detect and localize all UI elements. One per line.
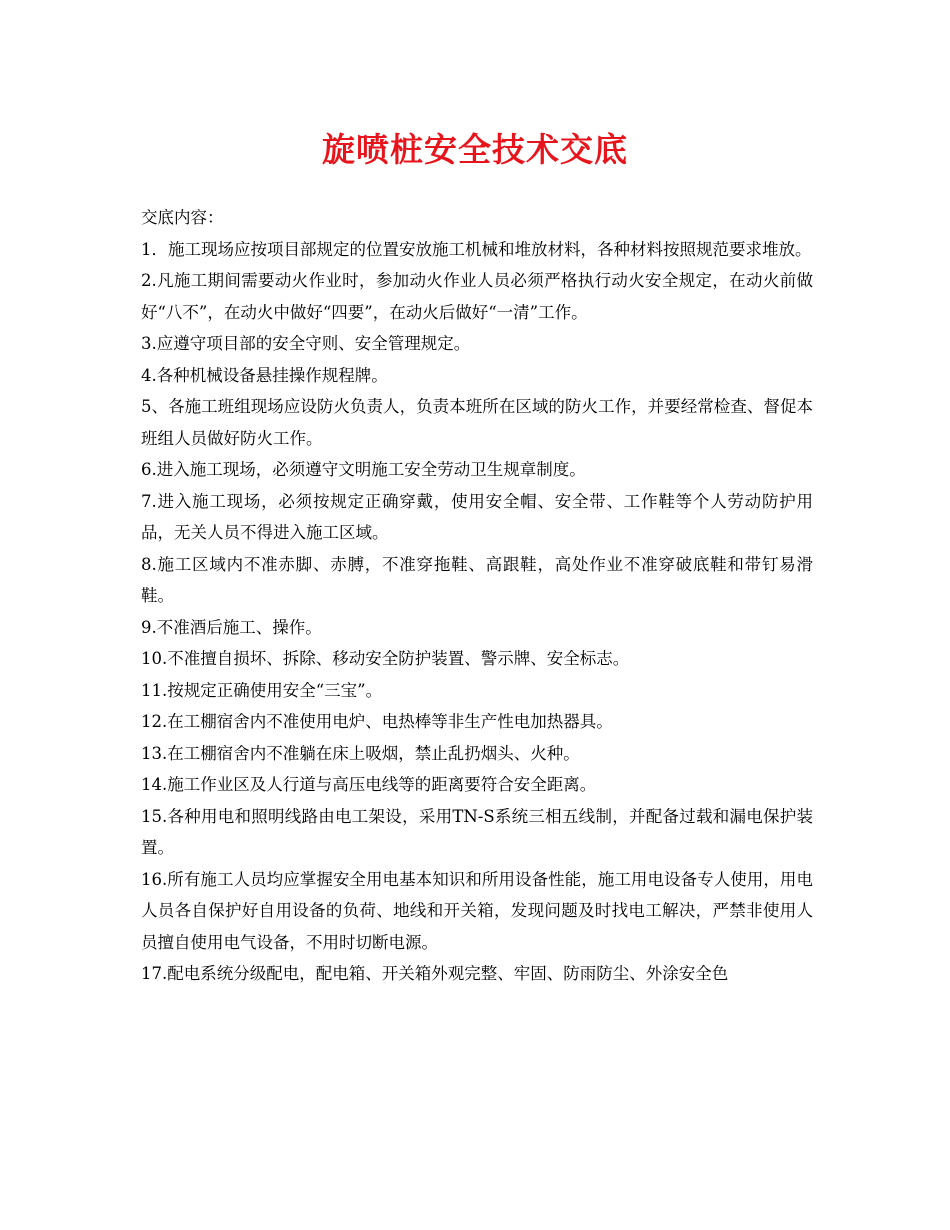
list-item-6: 6.进入施工现场，必须遵守文明施工安全劳动卫生规章制度。 [141, 460, 586, 479]
list-item-16: 16.所有施工人员均应掌握安全用电基本知识和所用设备性能，施工用电设备专人使用，用电人员各自保护好自用设备的负荷、地线和开关箱，发现问题及时找电工解决，严禁非使用人员擅自使用电气设备，不用时切断电源。 [141, 869, 813, 952]
document-body [141, 202, 813, 990]
list-item-7: 7.进入施工现场，必须按规定正确穿戴，使用安全帽、安全带、工作鞋等个人劳动防护用品，无关人员不得进入施工区域。 [141, 491, 813, 542]
list-item-13: 13.在工棚宿舍内不准躺在床上吸烟，禁止乱扔烟头、火种。 [141, 743, 580, 763]
list-item-2: 2.凡施工期间需要动火作业时，参加动火作业人员必须严格执行动火安全规定，在动火前做好“八不”，在动火中做好“四要”，在动火后做好“一清”工作。 [141, 271, 813, 322]
list-item-17: 17.配电系统分级配电，配电箱、开关箱外观完整、牢固、防雨防尘、外涂安全色 [141, 964, 729, 983]
list-item-15: 15.各种用电和照明线路由电工架设，采用TN-S系统三相五线制，并配备过载和漏电保护装置。 [141, 806, 813, 857]
intro-label: 交底内容： [141, 208, 224, 227]
list-item-3: 3.应遵守项目部的安全守则、安全管理规定。 [141, 334, 471, 353]
list-item-14: 14.施工作业区及人行道与高压电线等的距离要符合安全距离。 [141, 775, 597, 794]
list-item-11: 11.按规定正确使用安全“三宝”。 [141, 680, 383, 700]
list-item-4: 4.各种机械设备悬挂操作规程牌。 [141, 365, 388, 385]
document-title: 旋喷桩安全技术交底 [322, 130, 628, 169]
list-item-9: 9.不准酒后施工、操作。 [141, 617, 322, 637]
list-item-8: 8.施工区域内不准赤脚、赤膊，不准穿拖鞋、高跟鞋，高处作业不准穿破底鞋和带钉易滑鞋。 [141, 554, 813, 605]
list-item-1: 1．施工现场应按项目部规定的位置安放施工机械和堆放材料，各种材料按照规范要求堆放。 [141, 239, 812, 259]
list-item-10: 10.不准擅自损坏、拆除、移动安全防护装置、警示牌、安全标志。 [141, 649, 630, 668]
list-item-12: 12.在工棚宿舍内不准使用电炉、电热棒等非生产性电加热器具。 [141, 712, 613, 731]
list-item-5: 5、各施工班组现场应设防火负责人，负责本班所在区域的防火工作，并要经常检查、督促本班组人员做好防火工作。 [141, 397, 813, 448]
